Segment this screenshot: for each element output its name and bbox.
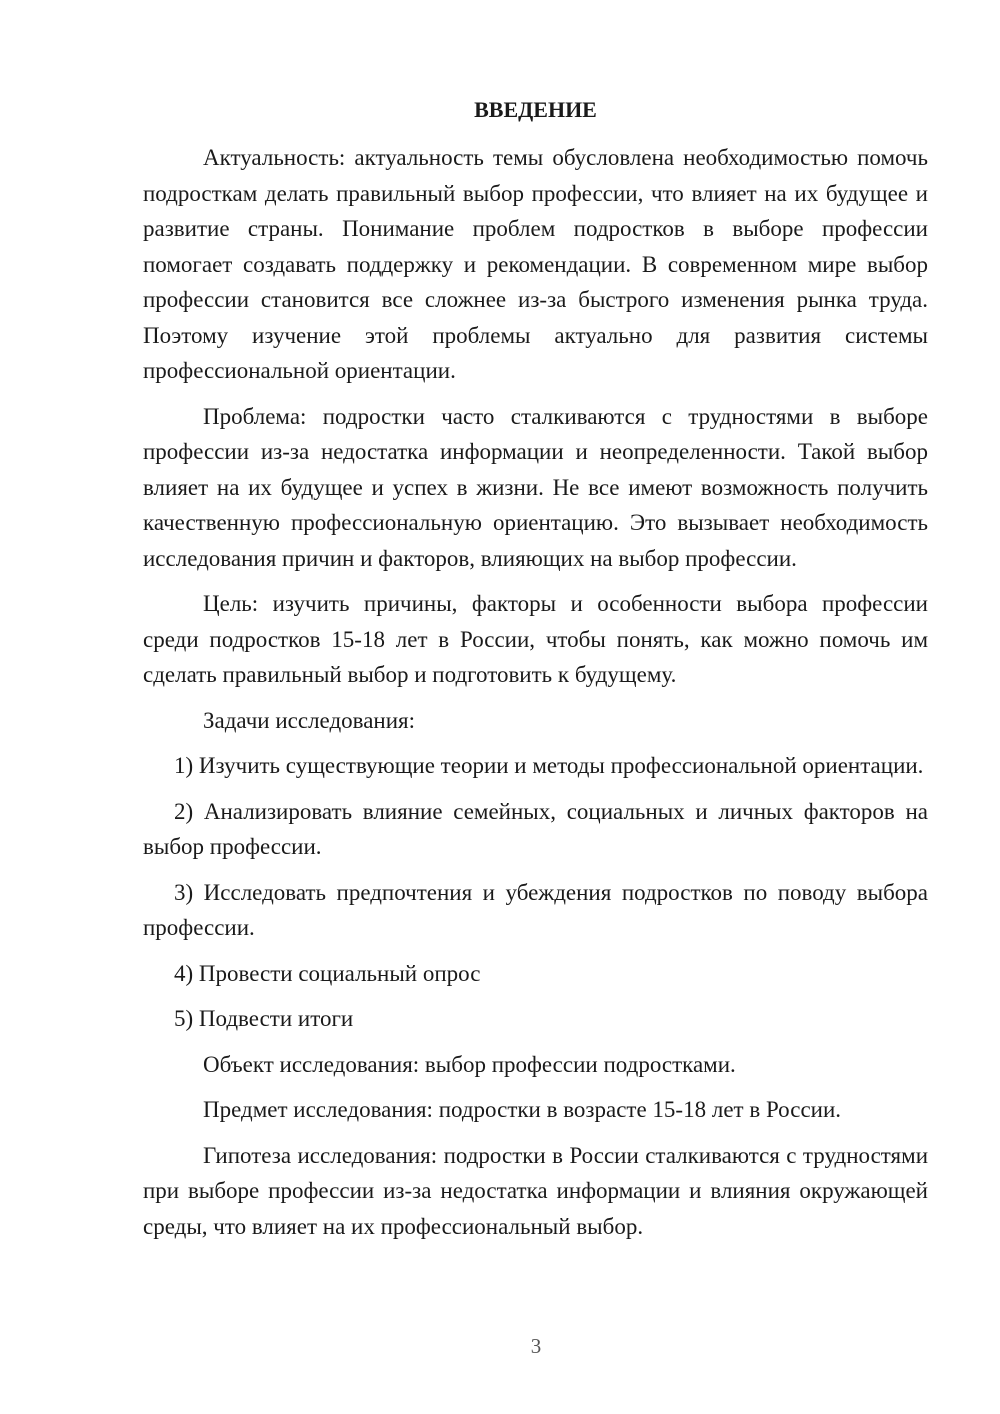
task-item-5: 5) Подвести итоги	[174, 1006, 354, 1031]
tasks-heading: Задачи исследования:	[203, 707, 416, 733]
object-paragraph: Объект исследования: выбор профессии подростками.	[203, 1051, 736, 1077]
document-page	[143, 92, 928, 1254]
relevance-paragraph: Актуальность: актуальность темы обусловлена необходимостью помочь подросткам делать правильный выбор профессии, что влияет на их будущее и развитие страны. Понимание проблем подростков в выборе профессии помогает создавать поддержку и рекомендации. В современном мире выбор профессии становится все сложнее из-за быстрого изменения рынка труда. Поэтому изучение этой проблемы актуально для развития системы профессиональной ориентации.	[143, 145, 928, 383]
page-number: 3	[530, 1334, 542, 1358]
task-item-1: 1) Изучить существующие теории и методы профессиональной ориентации.	[174, 753, 924, 778]
goal-paragraph: Цель: изучить причины, факторы и особенности выбора профессии среди подростков 15-18 лет в России, чтобы понять, как можно помочь им сделать правильный выбор и подготовить к будущему.	[143, 591, 928, 687]
task-item-3: 3) Исследовать предпочтения и убеждения подростков по поводу выбора профессии.	[143, 879, 928, 940]
problem-paragraph: Проблема: подростки часто сталкиваются с трудностями в выборе профессии из-за недостатка информации и неопределенности. Такой выбор влияет на их будущее и успех в жизни. Не все имеют возможность получить качественную профессиональную ориентацию. Это вызывает необходимость исследования причин и факторов, влияющих на выбор профессии.	[143, 403, 928, 571]
section-heading: ВВЕДЕНИЕ	[474, 97, 597, 122]
hypothesis-paragraph: Гипотеза исследования: подростки в России сталкиваются с трудностями при выборе профессии из-за недостатка информации и влияния окружающей среды, что влияет на их профессиональный выбор.	[143, 1142, 928, 1239]
task-item-4: 4) Провести социальный опрос	[174, 960, 481, 986]
task-item-2: 2) Анализировать влияние семейных, социальных и личных факторов на выбор профессии.	[143, 798, 928, 859]
subject-paragraph: Предмет исследования: подростки в возрасте 15-18 лет в России.	[203, 1097, 842, 1122]
